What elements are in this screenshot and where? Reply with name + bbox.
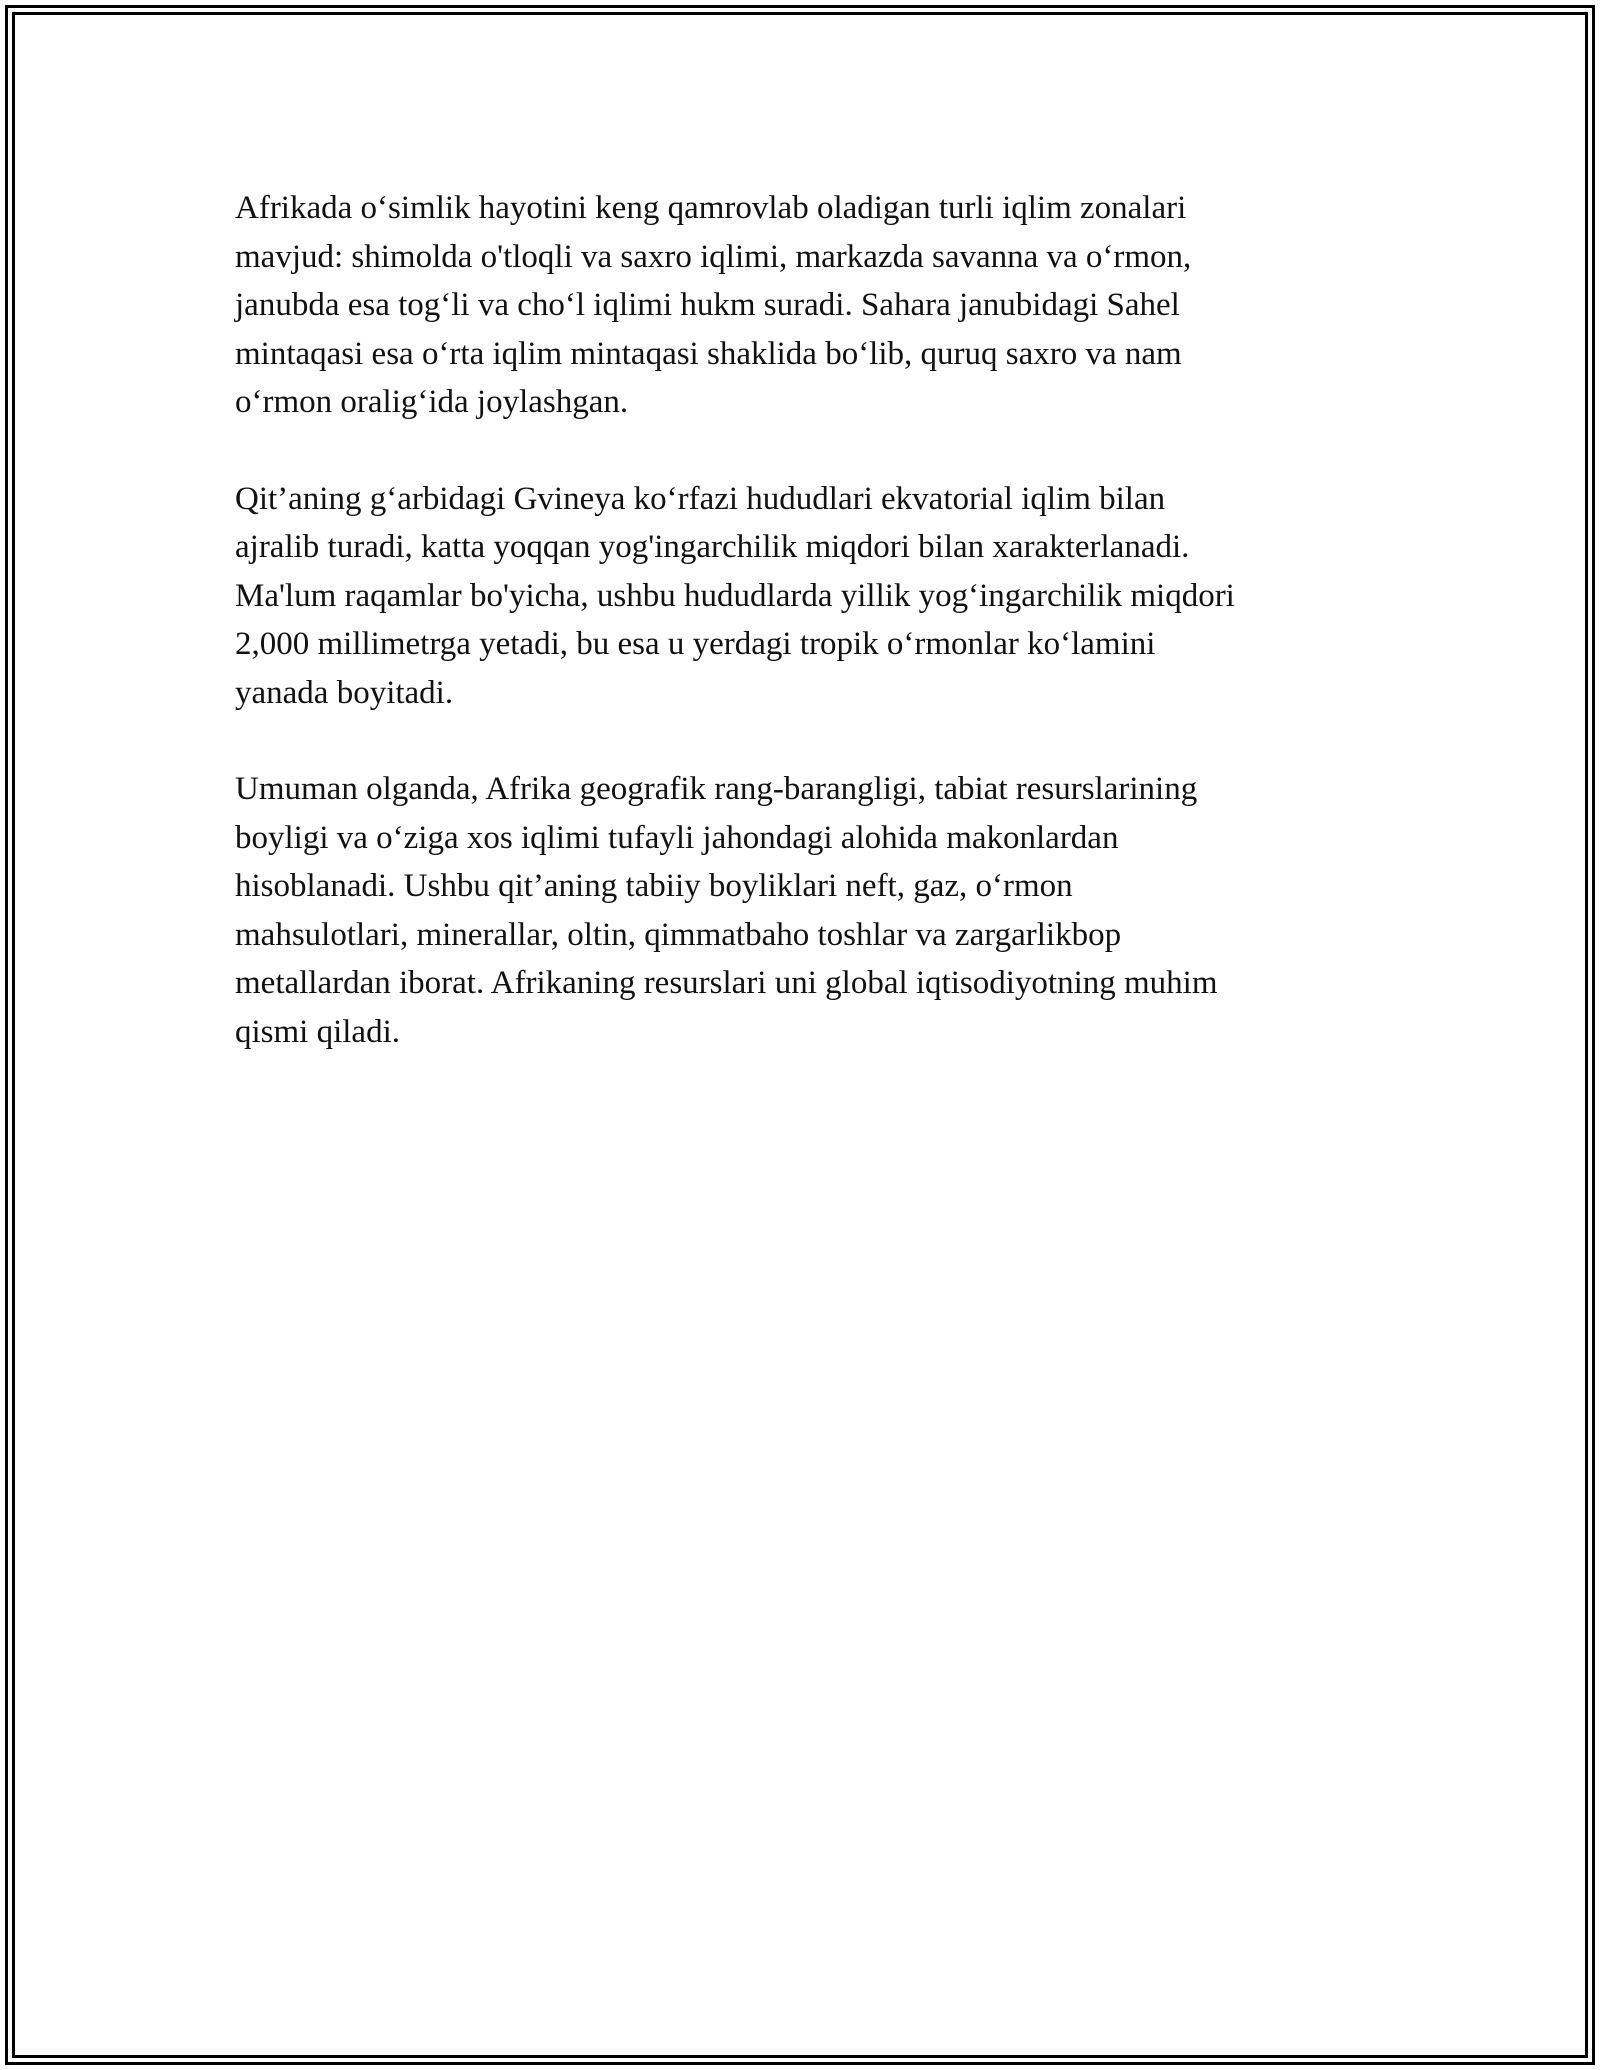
- document-body: [235, 184, 1365, 1104]
- paragraph-guinea-gulf: Qit’aning g‘arbidagi Gvineya ko‘rfazi hududlari ekvatorial iqlim bilan ajralib turadi, katta yoqqan yog'ingarchilik miqdori bilan xarakterlanadi. Ma'lum raqamlar bo'yicha, ushbu hududlarda yillik yog‘ingarchilik miqdori 2,000 millimetrga yetadi, bu esa u yerdagi tropik o‘rmonlar ko‘lamini yanada boyitadi.: [235, 480, 1235, 711]
- paragraph-resources: Umuman olganda, Afrika geografik rang-barangligi, tabiat resurslarining boyligi va o‘ziga xos iqlimi tufayli jahondagi alohida makonlardan hisoblanadi. Ushbu qit’aning tabiiy boyliklari neft, gaz, o‘rmon mahsulotlari, minerallar, oltin, qimmatbaho toshlar va zargarlikbop metallardan iborat. Afrikaning resurslari uni global iqtisodiyotning muhim qismi qiladi.: [235, 771, 1218, 1050]
- paragraph-climate-zones: Afrikada o‘simlik hayotini keng qamrovlab oladigan turli iqlim zonalari mavjud: shimolda o'tloqli va saxro iqlimi, markazda savanna va o‘rmon, janubda esa tog‘li va cho‘l iqlimi hukm suradi. Sahara janubidagi Sahel mintaqasi esa o‘rta iqlim mintaqasi shaklida bo‘lib, quruq saxro va nam o‘rmon oralig‘ida joylashgan.: [235, 190, 1192, 420]
